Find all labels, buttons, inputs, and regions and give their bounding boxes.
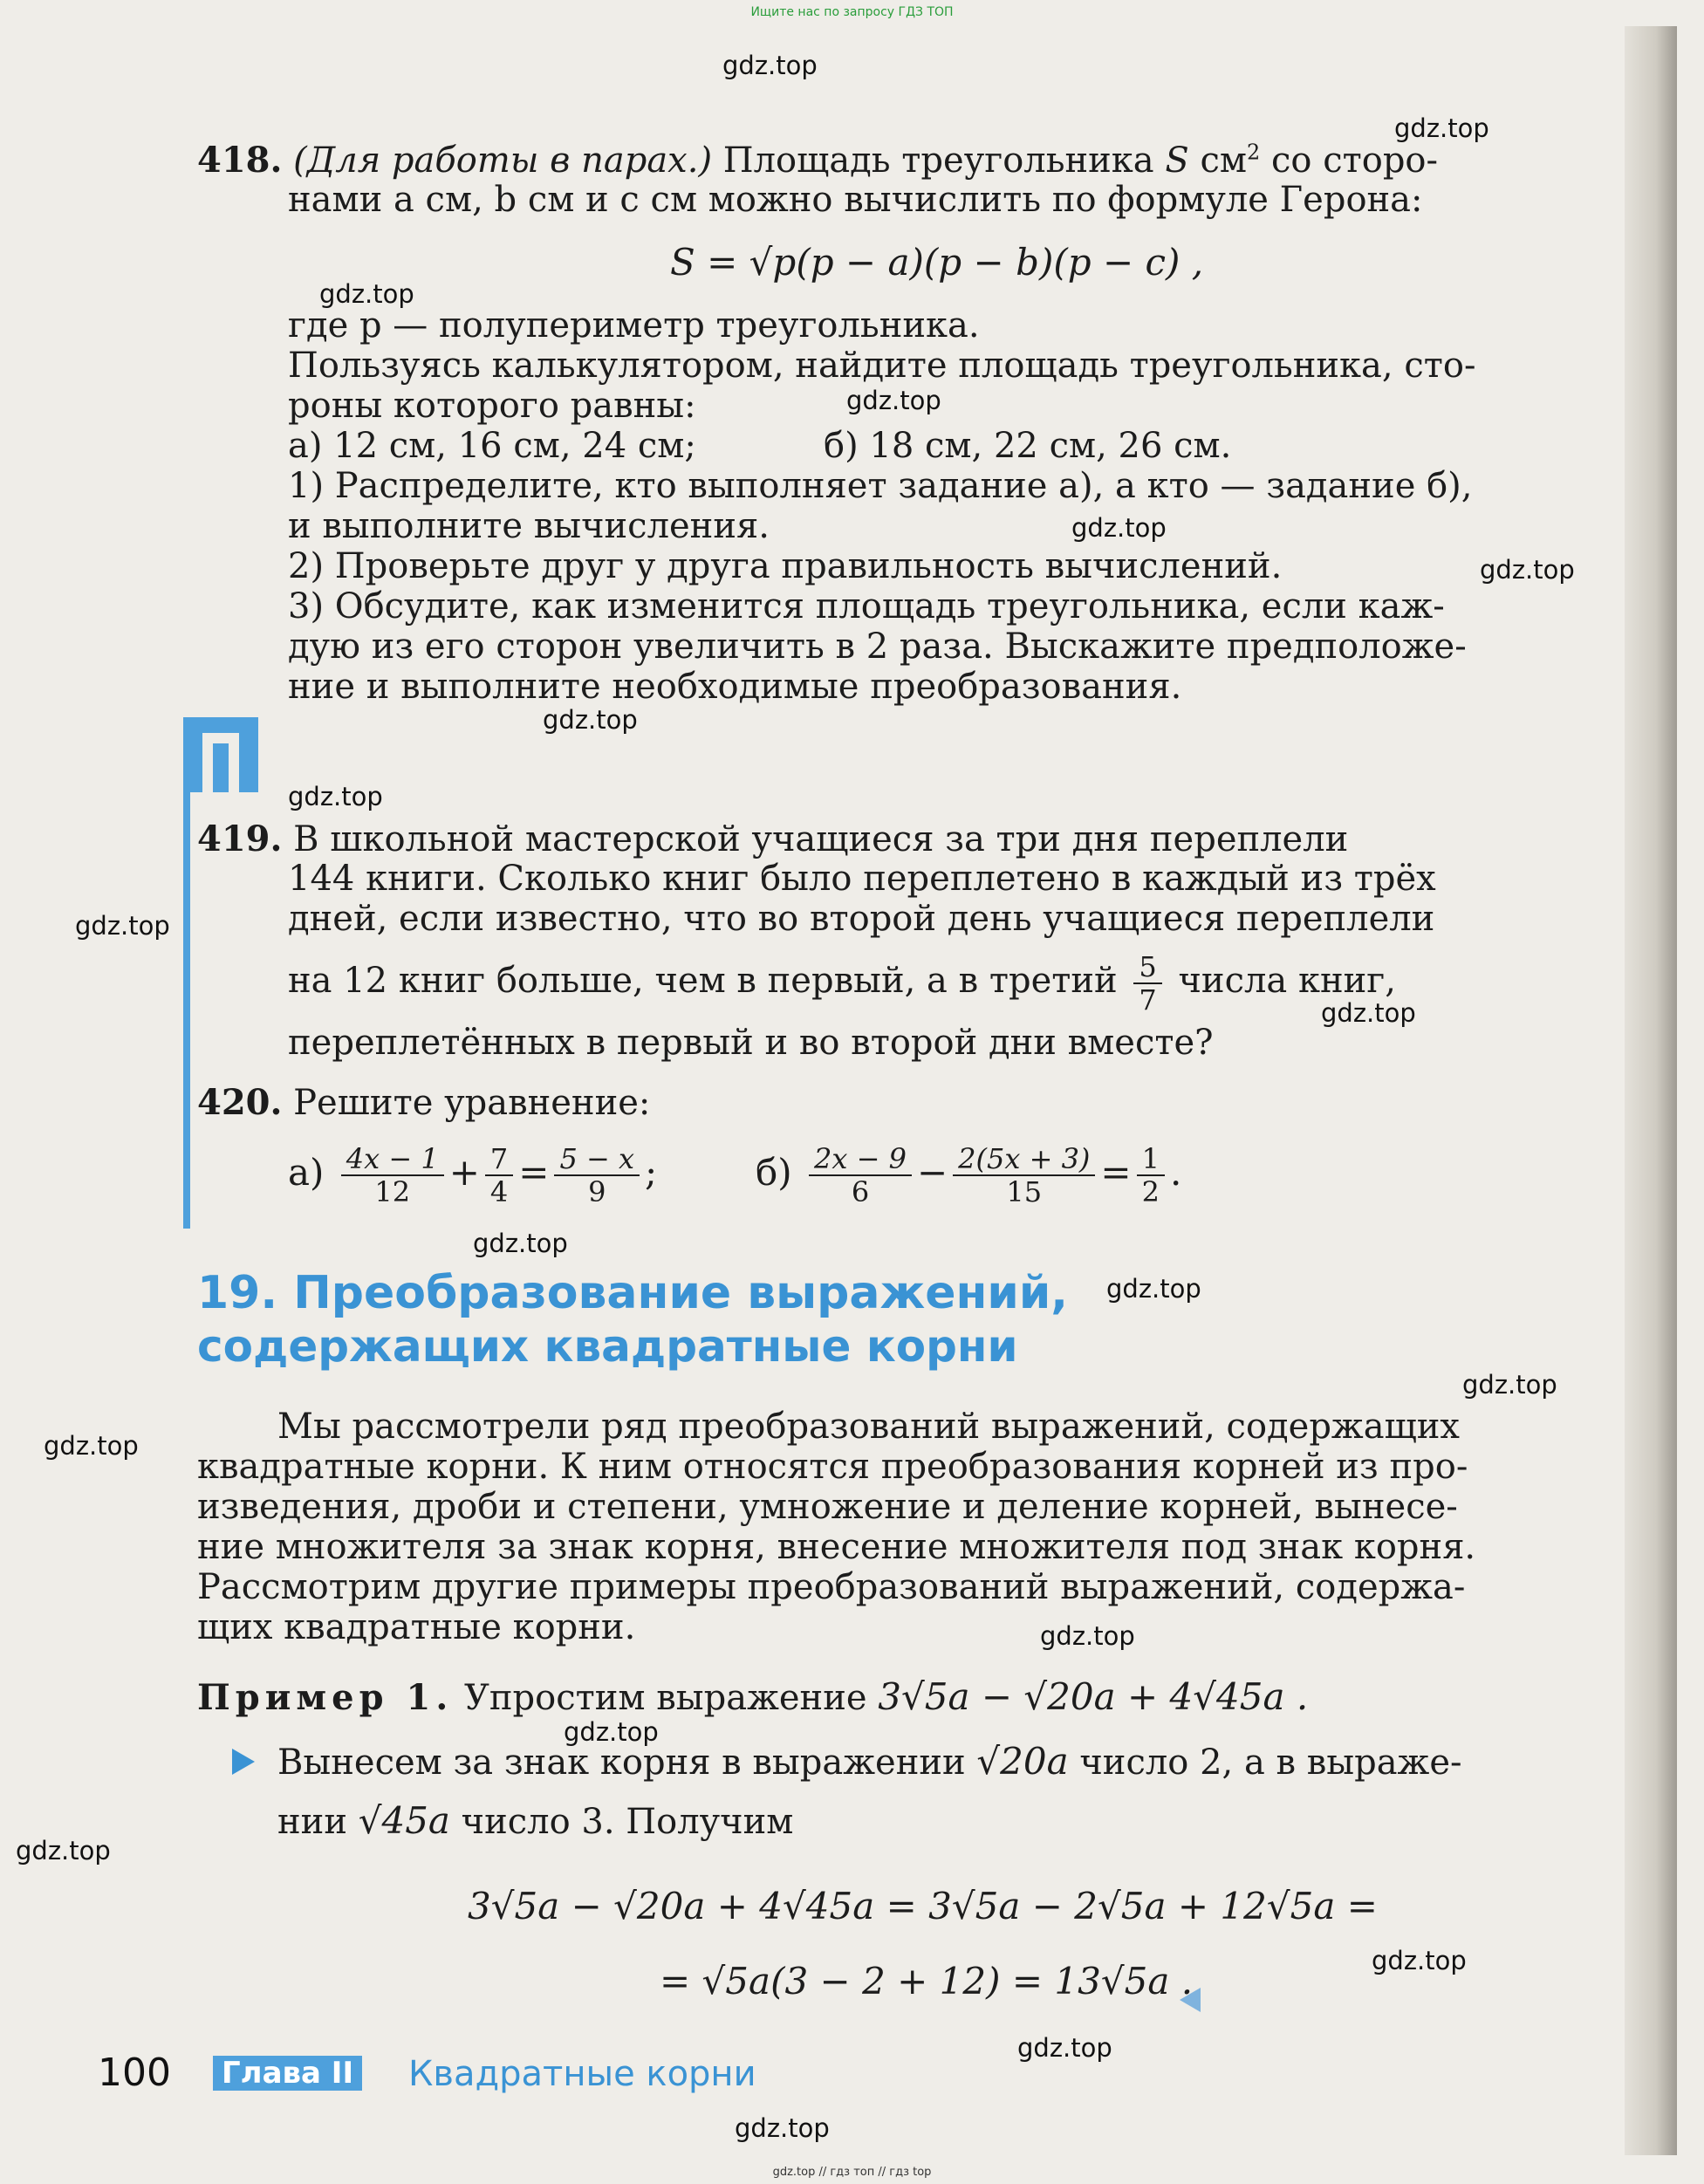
top-note: Ищите нас по запросу ГДЗ ТОП [750, 5, 954, 19]
problem-419-line3: дней, если известно, что во второй день учащиеся переплели [288, 899, 1435, 939]
paragraph-line: ние множителя за знак корня, внесение множителя под знак корня. [197, 1527, 1476, 1567]
watermark: gdz.top [1321, 998, 1416, 1028]
watermark: gdz.top [846, 386, 941, 415]
task1-line2: и выполните вычисления. [288, 506, 770, 546]
fraction-five-sevenths: $\frac{5}{7}$ [1133, 951, 1161, 1016]
bottom-note: gdz.top // гдз топ // гдз top [772, 2166, 932, 2179]
problem-418-line5: роны которого равны: [288, 386, 696, 426]
paragraph-line: квадратные корни. К ним относятся преобразования корней из про- [197, 1447, 1468, 1487]
example-1-header: Пример 1. Упростим выражение 3√5a − √20a + 4√45a . [197, 1675, 1309, 1718]
page-number: 100 [98, 2050, 171, 2095]
watermark: gdz.top [44, 1431, 139, 1461]
paragraph-line: изведения, дроби и степени, умножение и деление корней, вынесе- [197, 1487, 1458, 1527]
watermark: gdz.top [1372, 1946, 1467, 1975]
paragraph-line: Мы рассмотрели ряд преобразований выражений, содержащих [277, 1407, 1460, 1447]
task3-line3: ние и выполните необходимые преобразования. [288, 667, 1182, 707]
watermark: gdz.top [543, 705, 638, 735]
problem-418-line3: где p — полупериметр треугольника. [288, 305, 980, 346]
watermark: gdz.top [1017, 2033, 1112, 2063]
watermark: gdz.top [564, 1717, 659, 1747]
watermark: gdz.top [1480, 555, 1575, 585]
watermark: gdz.top [288, 782, 383, 811]
paragraph-line: щих квадратные корни. [197, 1607, 636, 1647]
problem-418-line2: нами a см, b см и c см можно вычислить по формуле Герона: [288, 180, 1423, 220]
watermark: gdz.top [1394, 113, 1489, 143]
heron-formula: S = √p(p − a)(p − b)(p − c) , [670, 241, 1204, 284]
problem-418-line4: Пользуясь калькулятором, найдите площадь треугольника, сто- [288, 346, 1476, 386]
watermark: gdz.top [16, 1836, 111, 1866]
paragraph-line: Рассмотрим другие примеры преобразований выражений, содержа- [197, 1567, 1466, 1607]
equation-b: б) $\frac{2x - 9}{6}$ − $\frac{2(5x + 3)}{15}$ = $\frac{1}{2}$ . [756, 1142, 1182, 1208]
watermark: gdz.top [735, 2113, 830, 2143]
watermark: gdz.top [75, 911, 170, 941]
problem-419-line1: 419. В школьной мастерской учащиеся за три дня переплели [197, 818, 1349, 859]
problem-418-line1: 418. (Для работы в парах.) Площадь треугольника S $см^2$ со сторо- [197, 140, 1439, 181]
example-line3: нии √45a число 3. Получим [277, 1799, 794, 1842]
equation-a: а) $\frac{4x - 1}{12}$ + $\frac{7}{4}$ = $\frac{5 - x}{9}$ ; [288, 1142, 658, 1208]
watermark: gdz.top [1040, 1621, 1135, 1651]
calculation-line1: 3√5a − √20a + 4√45a = 3√5a − 2√5a + 12√5a = [468, 1885, 1378, 1927]
watermark: gdz.top [1462, 1370, 1557, 1400]
task2: 2) Проверьте друг у друга правильность вычислений. [288, 546, 1283, 586]
problem-number: 418. [197, 140, 283, 181]
problem-419-line5: переплетённых в первый и во второй дни вместе? [288, 1023, 1214, 1063]
watermark: gdz.top [319, 279, 414, 309]
task3-line1: 3) Обсудите, как изменится площадь треугольника, если каж- [288, 586, 1445, 626]
chapter-title: Квадратные корни [408, 2054, 756, 2094]
task1-line1: 1) Распределите, кто выполняет задание а), а кто — задание б), [288, 466, 1473, 506]
section-title-line1: 19. Преобразование выражений, [197, 1267, 1069, 1319]
option-b: б) 18 см, 22 см, 26 см. [824, 426, 1232, 466]
section-sidebar-bar [183, 717, 190, 1229]
practice-badge-icon [183, 717, 258, 792]
watermark: gdz.top [1106, 1274, 1201, 1304]
watermark: gdz.top [722, 51, 818, 80]
page-edge-shadow [1625, 26, 1677, 2155]
problem-419-line4: на 12 книг больше, чем в первый, а в третий $\frac{5}{7}$ числа книг, [288, 950, 1396, 1017]
problem-419-line2: 144 книги. Сколько книг было переплетено в каждый из трёх [288, 859, 1436, 899]
pair-work-note: (Для работы в парах.) [293, 140, 713, 181]
section-title-line2: содержащих квадратные корни [197, 1321, 1018, 1372]
watermark: gdz.top [1071, 513, 1167, 543]
end-of-solution-icon [1180, 1988, 1201, 2012]
problem-420-line1: 420. Решите уравнение: [197, 1082, 651, 1123]
option-a: а) 12 см, 16 см, 24 см; [288, 426, 696, 466]
play-arrow-icon [232, 1749, 255, 1775]
example-line2: Вынесем за знак корня в выражении √20a число 2, а в выраже- [277, 1740, 1462, 1783]
watermark: gdz.top [473, 1229, 568, 1258]
calculation-line2: = √5a(3 − 2 + 12) = 13√5a . [660, 1960, 1194, 2003]
chapter-badge: Глава II [213, 2056, 362, 2091]
task3-line2: дую из его сторон увеличить в 2 раза. Выскажите предположе- [288, 626, 1467, 667]
